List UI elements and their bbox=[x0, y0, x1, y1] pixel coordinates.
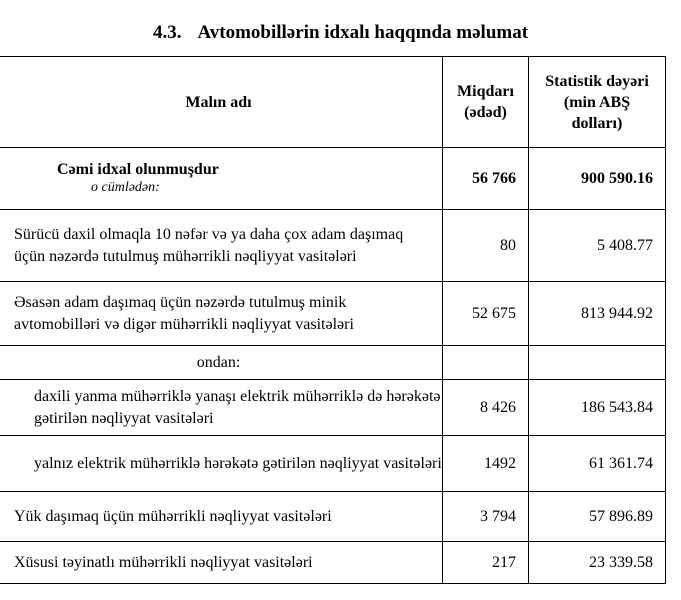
row-name: yalnız elektrik mühərriklə hərəkətə gətirilən nəqliyyat vasitələri bbox=[0, 436, 443, 492]
total-label: Cəmi idxal olunmuşdur bbox=[57, 160, 219, 178]
table-header-row bbox=[0, 57, 666, 148]
total-value: 900 590.16 bbox=[529, 148, 666, 210]
total-sublabel: o cümlədən: bbox=[91, 179, 160, 195]
row-quantity: 8 426 bbox=[443, 380, 529, 436]
row-name: daxili yanma mühərriklə yanaşı elektrik mühərriklə də hərəkətə gətirilən nəqliyyat vasitələri bbox=[0, 380, 443, 436]
total-label-cell bbox=[0, 148, 443, 210]
row-quantity: 217 bbox=[443, 542, 529, 584]
header-quantity: Miqdarı (ədəd) bbox=[443, 57, 529, 148]
row-quantity bbox=[443, 346, 529, 380]
total-row bbox=[0, 148, 666, 210]
row-quantity: 3 794 bbox=[443, 492, 529, 542]
row-name: ondan: bbox=[0, 346, 443, 380]
total-quantity: 56 766 bbox=[443, 148, 529, 210]
title-text: Avtomobillərin idxalı haqqında məlumat bbox=[197, 22, 529, 43]
row-name: Xüsusi təyinatlı mühərrikli nəqliyyat vasitələri bbox=[0, 542, 443, 584]
row-value: 5 408.77 bbox=[529, 210, 666, 282]
page-title bbox=[0, 20, 681, 46]
table-row bbox=[0, 380, 666, 436]
row-value: 57 896.89 bbox=[529, 492, 666, 542]
row-name: Sürücü daxil olmaqla 10 nəfər və ya daha çox adam daşımaq üçün nəzərdə tutulmuş mühərrikli nəqliyyat vasitələri bbox=[0, 210, 443, 282]
row-value bbox=[529, 346, 666, 380]
row-quantity: 52 675 bbox=[443, 282, 529, 346]
row-name: Əsasən adam daşımaq üçün nəzərdə tutulmuş minik avtomobilləri və digər mühərrikli nəqliyyat vasitələri bbox=[0, 282, 443, 346]
row-value: 61 361.74 bbox=[529, 436, 666, 492]
table-row bbox=[0, 542, 666, 584]
table-row bbox=[0, 436, 666, 492]
row-value: 186 543.84 bbox=[529, 380, 666, 436]
row-quantity: 1492 bbox=[443, 436, 529, 492]
row-quantity: 80 bbox=[443, 210, 529, 282]
row-name: Yük daşımaq üçün mühərrikli nəqliyyat vasitələri bbox=[0, 492, 443, 542]
header-value: Statistik dəyəri (min ABŞ dolları) bbox=[529, 57, 666, 148]
table-row bbox=[0, 282, 666, 346]
row-value: 23 339.58 bbox=[529, 542, 666, 584]
table-row bbox=[0, 210, 666, 282]
section-number: 4.3. bbox=[152, 22, 182, 43]
row-value: 813 944.92 bbox=[529, 282, 666, 346]
table-row bbox=[0, 492, 666, 542]
import-table bbox=[0, 56, 666, 584]
table-row bbox=[0, 346, 666, 380]
header-name: Malın adı bbox=[0, 57, 443, 148]
